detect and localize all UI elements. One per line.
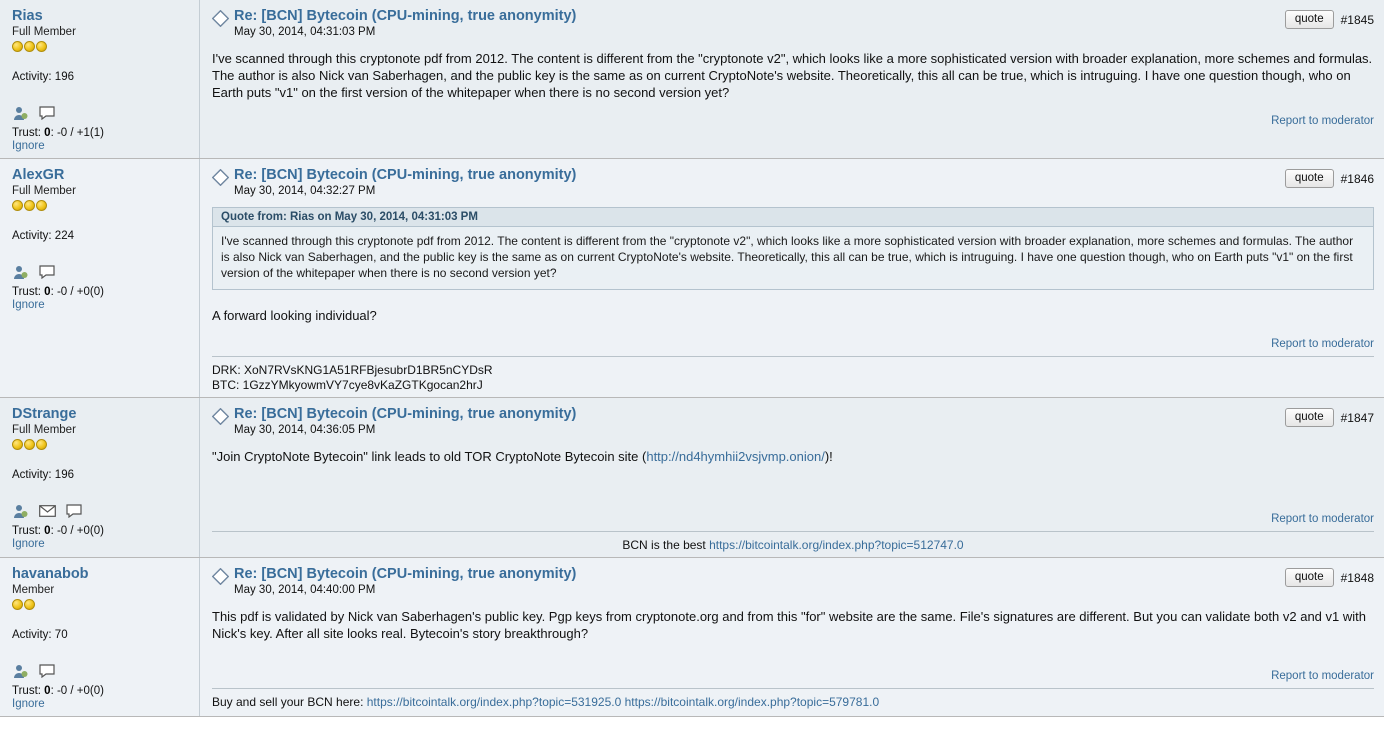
ignore-link[interactable]: Ignore — [12, 299, 45, 311]
post-subject[interactable]: Re: [BCN] Bytecoin (CPU-mining, true anonymity) — [234, 566, 577, 582]
poster-rank-stars — [12, 41, 189, 53]
report-to-moderator-link[interactable]: Report to moderator — [1271, 670, 1374, 682]
email-icon[interactable] — [39, 505, 56, 520]
profile-icon[interactable] — [12, 663, 28, 682]
post-text: A forward looking individual? — [212, 308, 377, 323]
signature-link[interactable]: https://bitcointalk.org/index.php?topic=531925.0 — [366, 695, 622, 709]
report-row — [212, 338, 1374, 352]
signature — [212, 531, 1374, 553]
message-icon — [212, 169, 234, 189]
ignore-link[interactable]: Ignore — [12, 698, 45, 710]
post-text: I've scanned through this cryptonote pdf from 2012. The content is different from the "cryptonote v2", which looks like a more sophisticated version with broader explanation, more schemes and formulas. The author is also Nick van Saberhagen, and the public key is the same as on current CryptoNote's website. Theoretically, this all can be true, which is intruguing. I have one question though, who on Earth puts "v1" on the first version of the whitepaper when there is no second version yet? — [212, 51, 1373, 100]
report-to-moderator-link[interactable]: Report to moderator — [1271, 513, 1374, 525]
poster-info — [0, 159, 200, 397]
poster-info — [0, 0, 200, 158]
poster-title: Full Member — [12, 424, 76, 436]
poster-title: Full Member — [12, 26, 76, 38]
post-header — [212, 566, 1374, 596]
poster-info — [0, 558, 200, 716]
trust-label: Trust: — [12, 127, 41, 139]
poster-title: Member — [12, 584, 55, 596]
quote-bubble-icon[interactable] — [39, 664, 55, 681]
post-body — [200, 398, 1384, 557]
poster-rank-stars — [12, 200, 189, 212]
quote-button[interactable]: quote — [1285, 169, 1334, 188]
trust-value: 0 — [44, 525, 51, 537]
trust-label: Trust: — [12, 525, 41, 537]
poster-icon-row — [12, 503, 189, 523]
profile-icon[interactable] — [12, 503, 28, 522]
post-body — [200, 159, 1384, 397]
message-icon — [212, 568, 234, 588]
message-icon — [212, 10, 234, 30]
quote-body: I've scanned through this cryptonote pdf from 2012. The content is different from the "cryptonote v2", which looks like a more sophisticated version with broader explanation, more schemes and formulas. The author is also Nick van Saberhagen, and the public key is the same as on current CryptoNote's website. Theoretically, this all can be true, which is intruguing. I have one question though, who on Earth puts "v1" on the first version of the whitepaper when there is no second version yet? — [212, 226, 1374, 290]
trust-detail: : -0 / +0(0) — [50, 685, 104, 697]
signature — [212, 356, 1374, 393]
post-date: May 30, 2014, 04:36:05 PM — [234, 424, 376, 436]
post-subject[interactable]: Re: [BCN] Bytecoin (CPU-mining, true anonymity) — [234, 167, 577, 183]
profile-icon[interactable] — [12, 105, 28, 124]
trust-detail: : -0 / +0(0) — [50, 525, 104, 537]
post-number: #1846 — [1340, 171, 1374, 186]
poster-icon-row — [12, 105, 189, 125]
post-number: #1845 — [1340, 12, 1374, 27]
signature-text: BCN is the best — [622, 538, 710, 552]
signature-line: DRK: XoN7RVsKNG1A51RFBjesubrD1BR5nCYDsR — [212, 363, 493, 377]
trust-label: Trust: — [12, 286, 41, 298]
post — [0, 558, 1384, 717]
poster-icon-row — [12, 663, 189, 683]
post-text-prefix: "Join CryptoNote Bytecoin" link leads to old TOR CryptoNote Bytecoin site ( — [212, 449, 647, 464]
post-subject[interactable]: Re: [BCN] Bytecoin (CPU-mining, true anonymity) — [234, 8, 577, 24]
poster-trust — [12, 127, 189, 139]
post-number: #1848 — [1340, 570, 1374, 585]
poster-info — [0, 398, 200, 557]
poster-name[interactable]: AlexGR — [12, 167, 65, 183]
post-header — [212, 167, 1374, 197]
poster-activity: Activity: 224 — [12, 230, 74, 242]
poster-name[interactable]: havanabob — [12, 566, 89, 582]
trust-value: 0 — [44, 685, 51, 697]
poster-rank-stars — [12, 439, 189, 451]
quote-button[interactable]: quote — [1285, 408, 1334, 427]
signature-link[interactable]: https://bitcointalk.org/index.php?topic=512747.0 — [709, 538, 964, 552]
poster-icon-row — [12, 264, 189, 284]
post-date: May 30, 2014, 04:32:27 PM — [234, 185, 376, 197]
poster-trust — [12, 286, 189, 298]
ignore-link[interactable]: Ignore — [12, 538, 45, 550]
trust-value: 0 — [44, 286, 51, 298]
report-to-moderator-link[interactable]: Report to moderator — [1271, 338, 1374, 350]
post-body — [200, 0, 1384, 158]
report-row — [212, 670, 1374, 684]
signature-line: BTC: 1GzzYMkyowmVY7cye8vKaZGTKgocan2hrJ — [212, 378, 483, 392]
post-number: #1847 — [1340, 410, 1374, 425]
quote-button[interactable]: quote — [1285, 568, 1334, 587]
signature-text: Buy and sell your BCN here: — [212, 695, 367, 709]
post — [0, 0, 1384, 159]
poster-activity: Activity: 70 — [12, 629, 68, 641]
report-to-moderator-link[interactable]: Report to moderator — [1271, 115, 1374, 127]
message-icon — [212, 408, 234, 428]
trust-label: Trust: — [12, 685, 41, 697]
post — [0, 159, 1384, 398]
report-row — [212, 513, 1374, 527]
post-text-suffix: )! — [824, 449, 833, 464]
post-body — [200, 558, 1384, 716]
profile-icon[interactable] — [12, 264, 28, 283]
trust-value: 0 — [44, 127, 51, 139]
post-subject[interactable]: Re: [BCN] Bytecoin (CPU-mining, true anonymity) — [234, 406, 577, 422]
quote-bubble-icon[interactable] — [66, 504, 82, 521]
post-header — [212, 406, 1374, 436]
poster-name[interactable]: DStrange — [12, 406, 77, 422]
poster-activity: Activity: 196 — [12, 71, 74, 83]
post-date: May 30, 2014, 04:31:03 PM — [234, 26, 376, 38]
post-text — [212, 448, 1374, 465]
report-row — [212, 115, 1374, 129]
ignore-link[interactable]: Ignore — [12, 140, 45, 152]
poster-rank-stars — [12, 599, 189, 611]
post-link[interactable]: http://nd4hymhii2vsjvmp.onion/ — [646, 449, 825, 464]
poster-title: Full Member — [12, 185, 76, 197]
signature — [212, 688, 1374, 710]
poster-name[interactable]: Rias — [12, 8, 43, 24]
poster-activity: Activity: 196 — [12, 469, 74, 481]
quote-bubble-icon[interactable] — [39, 265, 55, 282]
trust-detail: : -0 / +1(1) — [50, 127, 104, 139]
post-text: This pdf is validated by Nick van Saberhagen's public key. Pgp keys from cryptonote.org and from this "for" website are the same. File's signatures are different. But you can validate both v2 and v1 with Nick's key. After all site looks real. Bytecoin's story breakthrough? — [212, 609, 1366, 641]
poster-trust — [12, 525, 189, 537]
poster-trust — [12, 685, 189, 697]
post — [0, 398, 1384, 558]
trust-detail: : -0 / +0(0) — [50, 286, 104, 298]
quote-header[interactable]: Quote from: Rias on May 30, 2014, 04:31:03 PM — [212, 207, 1374, 226]
post-date: May 30, 2014, 04:40:00 PM — [234, 584, 376, 596]
quote-button[interactable]: quote — [1285, 10, 1334, 29]
quote-bubble-icon[interactable] — [39, 106, 55, 123]
signature-link[interactable]: https://bitcointalk.org/index.php?topic=579781.0 — [624, 695, 880, 709]
post-header — [212, 8, 1374, 38]
